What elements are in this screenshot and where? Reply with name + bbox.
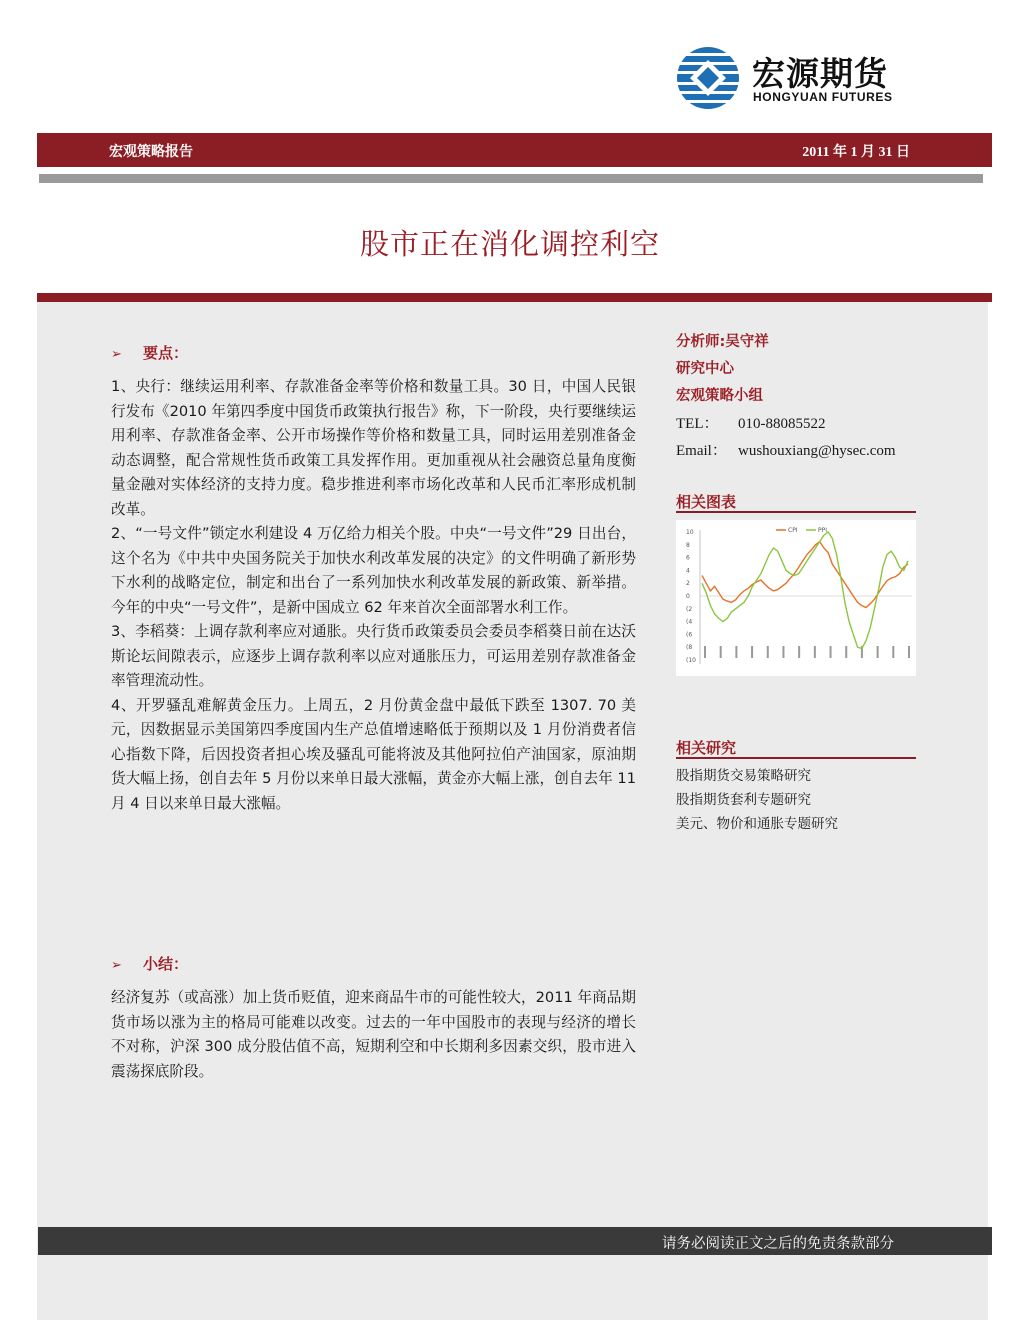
points-heading-label: 要点： xyxy=(143,344,189,362)
points-body xyxy=(111,375,636,816)
y-tick-labels xyxy=(686,529,696,664)
y-tick-label: 8 xyxy=(686,541,690,549)
arrow-bullet-icon: ➢ xyxy=(111,347,122,362)
x-tick-mark xyxy=(908,646,910,658)
y-tick-label: (2 xyxy=(686,605,693,613)
email-label: Email： xyxy=(676,443,727,459)
related-research-link[interactable]: 股指期货交易策略研究 xyxy=(676,768,811,784)
x-tick-mark xyxy=(782,646,784,658)
research-section-rule xyxy=(676,757,916,759)
legend-label: PPI xyxy=(818,527,828,534)
y-tick-label: 4 xyxy=(686,567,690,575)
x-tick-mark xyxy=(814,646,816,658)
email-row xyxy=(676,439,896,460)
summary-heading xyxy=(111,953,188,974)
summary-paragraph: 经济复苏（或高涨）加上货币贬值，迎来商品牛市的可能性较大，2011 年商品期货市场以涨为主的格局可能难以改变。过去的一年中国股市的表现与经济的增长不对称，沪深 300 成分股估值不高，短期利空和中长期利多因素交织，股市进入震荡探底阶段。 xyxy=(111,989,636,1080)
chart-legend xyxy=(776,527,827,534)
logo-name-en: HONGYUAN FUTURES xyxy=(753,90,893,104)
related-research-link[interactable]: 美元、物价和通胀专题研究 xyxy=(676,816,838,832)
y-tick-label: 6 xyxy=(686,554,690,562)
y-tick-label: 0 xyxy=(686,593,690,600)
series-line-ppi xyxy=(702,532,908,649)
tel-label: TEL： xyxy=(676,416,719,432)
chart-svg xyxy=(676,520,916,676)
y-tick-label: 2 xyxy=(686,580,690,588)
title-divider xyxy=(37,293,992,302)
logo-name-cn: 宏源期货 xyxy=(752,54,888,93)
y-tick-label: (8 xyxy=(686,644,693,652)
y-tick-label: (4 xyxy=(686,618,693,626)
x-tick-mark xyxy=(767,646,769,658)
point-paragraph: 1、央行：继续运用利率、存款准备金率等价格和数量工具。30 日，中国人民银行发布《2010 年第四季度中国货币政策执行报告》称，下一阶段，央行要继续运用利率、存款准备金率、公开市场操作等价格和数量工具，同时运用差别准备金动态调整，配合常规性货币政策工具发挥作用。更加重视从社会融资总量角度衡量金融对实体经济的支持力度。稳步推进利率市场化改革和人民币汇率形成机制改革。 xyxy=(111,378,636,518)
report-type: 宏观策略报告 xyxy=(109,144,193,160)
point-paragraph: 4、开罗骚乱难解黄金压力。上周五，2 月份黄金盘中最低下跌至 1307. 70 美元，因数据显示美国第四季度国内生产总值增速略低于预期以及 1 月份消费者信心指数下降，后因投资者担心埃及骚乱可能将波及其他阿拉伯产油国家，原油期货大幅上扬，创自去年 5 月份以来单日最大涨幅，黄金亦大幅上涨，创自去年 11 月 4 日以来单日最大涨幅。 xyxy=(111,696,636,812)
arrow-bullet-icon: ➢ xyxy=(111,958,122,973)
tel-value: 010-88085522 xyxy=(738,416,826,432)
header-divider xyxy=(39,174,983,183)
x-tick-mark xyxy=(751,646,753,658)
research-group: 宏观策略小组 xyxy=(676,388,763,404)
analyst-name: 分析师:吴守祥 xyxy=(676,334,769,350)
summary-heading-label: 小结： xyxy=(143,955,189,973)
footer-bar xyxy=(38,1227,992,1255)
cpi-ppi-chart xyxy=(676,520,916,676)
point-paragraph: 3、李稻葵：上调存款利率应对通胀。央行货币政策委员会委员李稻葵日前在达沃斯论坛间隙表示，应逐步上调存款利率以应对通胀压力，可运用差别存款准备金率管理流动性。 xyxy=(111,623,636,689)
report-title: 股市正在消化调控利空 xyxy=(359,227,660,261)
legend-label: CPI xyxy=(788,527,798,534)
disclaimer-note: 请务必阅读正文之后的免责条款部分 xyxy=(662,1236,894,1252)
y-tick-label: 10 xyxy=(686,529,694,536)
x-tick-marks xyxy=(704,646,910,658)
report-date: 2011 年 1 月 31 日 xyxy=(802,145,910,160)
x-tick-mark xyxy=(892,646,894,658)
summary-body xyxy=(111,986,636,1084)
x-tick-mark xyxy=(735,646,737,658)
x-tick-mark xyxy=(704,646,706,658)
research-section-title: 相关研究 xyxy=(676,739,737,757)
charts-section-rule xyxy=(676,511,916,513)
charts-section-title: 相关图表 xyxy=(676,493,737,511)
x-tick-mark xyxy=(720,646,722,658)
x-tick-mark xyxy=(877,646,879,658)
hongyuan-logo-icon xyxy=(676,46,740,110)
x-tick-mark xyxy=(798,646,800,658)
y-tick-label: (10 xyxy=(686,657,696,664)
department: 研究中心 xyxy=(676,361,734,377)
related-research-link[interactable]: 股指期货套利专题研究 xyxy=(676,792,811,808)
x-tick-mark xyxy=(845,646,847,658)
tel-row xyxy=(676,412,826,433)
email-value[interactable]: wushouxiang@hysec.com xyxy=(738,443,896,459)
series-lines xyxy=(702,532,908,649)
points-heading xyxy=(111,342,188,363)
company-logo xyxy=(676,44,906,108)
point-paragraph: 2、“一号文件”锁定水利建设 4 万亿给力相关个股。中央“一号文件”29 日出台，这个名为《中共中央国务院关于加快水利改革发展的决定》的文件明确了新形势下水利的战略定位，制定和出台了一系列加快水利改革发展的新政策、新举措。今年的中央“一号文件”，是新中国成立 62 年来首次全面部署水利工作。 xyxy=(111,525,636,616)
x-tick-mark xyxy=(830,646,832,658)
y-tick-label: (6 xyxy=(686,631,693,639)
header-bar xyxy=(37,133,992,167)
